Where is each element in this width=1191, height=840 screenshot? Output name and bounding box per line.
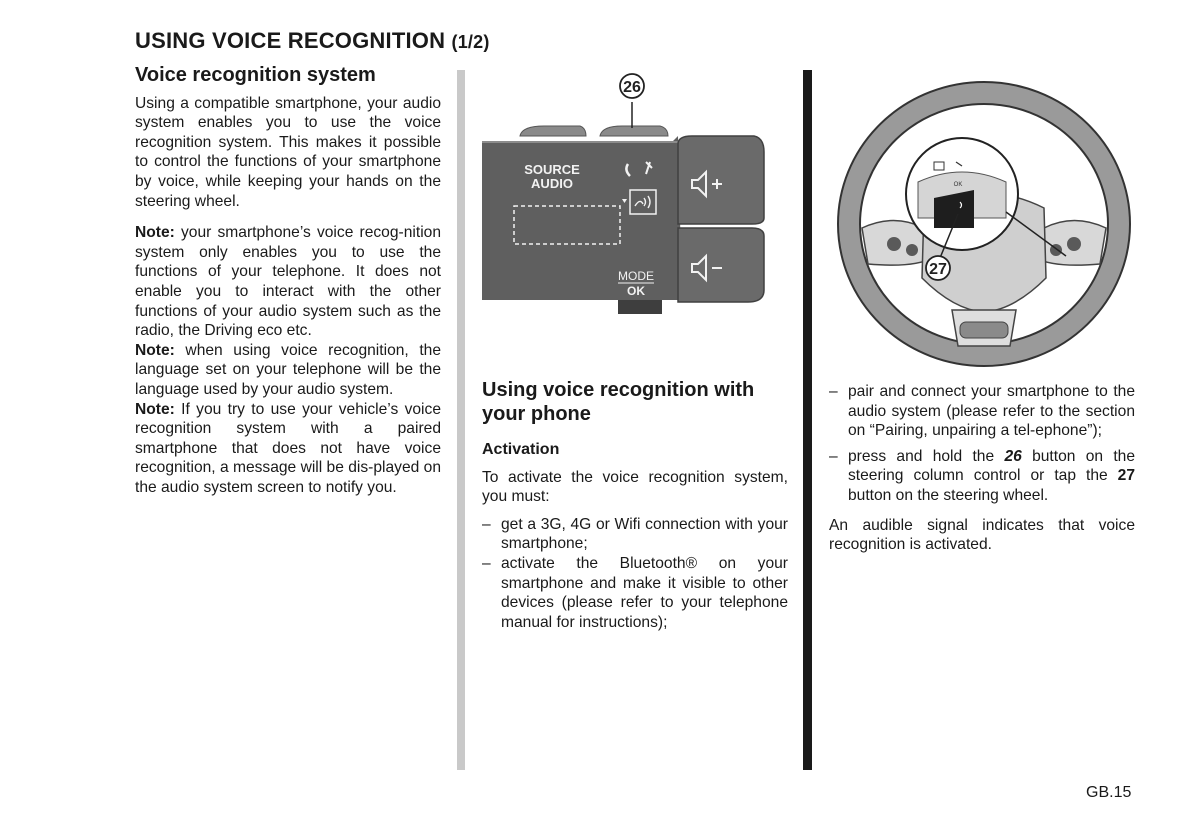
step-text-a: press and hold the [848, 447, 1005, 465]
dash: – [482, 515, 491, 533]
steering-column-control-figure [482, 72, 782, 317]
column-divider-black [803, 70, 812, 770]
step-text-c: button on the steering column control or tap the [848, 447, 1136, 485]
step-text-e: button on the steering wheel. [848, 486, 1049, 504]
list-item [829, 382, 1135, 441]
steps-list [829, 382, 1135, 506]
page-title [135, 28, 490, 54]
note-text: If you try to use your vehicle’s voice recognition system with a paired smartphone that does not have voice recognition, a message will be dis-played on the audio system screen to notify you. [135, 400, 441, 496]
activation-list [482, 515, 788, 633]
callout-27: 27 [929, 261, 947, 278]
outro-paragraph: An audible signal indicates that voice recognition is activated. [829, 516, 1135, 554]
column-divider-gray [457, 70, 465, 770]
list-item [482, 515, 788, 554]
left-button-2 [906, 244, 918, 256]
ok-label: OK [627, 284, 645, 298]
column-activation-steps [829, 382, 1135, 555]
top-button-left [520, 126, 586, 136]
list-item [829, 447, 1135, 506]
page-title-text: USING VOICE RECOGNITION [135, 28, 446, 53]
bottom-spoke-badge [960, 322, 1008, 338]
note-paragraph-3 [135, 400, 441, 498]
dash: – [829, 447, 838, 465]
mode-label: MODE [618, 269, 654, 283]
button-ref-26: 26 [1004, 447, 1022, 465]
list-item-text [848, 448, 1135, 504]
volume-down-rocker [678, 228, 764, 302]
section-heading: Using voice recognition with your phone [482, 379, 755, 425]
note-label: Note: [135, 400, 175, 418]
column-using-voice-recognition [482, 378, 788, 632]
button-ref-27: 27 [1117, 467, 1135, 485]
left-button-1 [887, 237, 901, 251]
list-item-text: get a 3G, 4G or Wifi connection with your smartphone; [501, 515, 788, 553]
page-title-part: (1/2) [451, 32, 490, 52]
dash: – [829, 383, 838, 400]
dash: – [482, 554, 491, 572]
note-text: your smartphone’s voice recog-nition system only enables you to use the functions of your telephone. It does not enable you to interact with the other functions of your audio system such as the radio, the Driving eco etc. [135, 224, 441, 340]
section-heading: Voice recognition system [135, 64, 376, 86]
steering-wheel-figure [834, 78, 1134, 370]
right-button-1 [1067, 237, 1081, 251]
volume-up-rocker [678, 136, 764, 224]
callout-26: 26 [623, 79, 641, 96]
note-text: when using voice recognition, the language set on your telephone will be the language used by your audio system. [135, 341, 441, 398]
list-item-text: pair and connect your smartphone to the audio system (please refer to the section on “Pairing, unpairing a tel-ephone”); [848, 383, 1135, 440]
note-label: Note: [135, 341, 175, 359]
note-paragraph-2 [135, 341, 441, 400]
activation-intro: To activate the voice recognition system, you must: [482, 468, 788, 506]
list-item-text: activate the Bluetooth® on your smartphone and make it visible to other devices (please refer to your telephone manual for instructions); [501, 554, 788, 631]
intro-paragraph: Using a compatible smartphone, your audio system enables you to use the voice recognition system. This makes it possible to control the functions of your smartphone by voice, while keeping your hands on the steering wheel. [135, 94, 441, 210]
page-number: GB.15 [1086, 784, 1132, 801]
list-item [482, 554, 788, 632]
note-label: Note: [135, 224, 175, 242]
mode-stem [618, 300, 662, 314]
audio-label: AUDIO [531, 176, 573, 191]
top-button-voice [600, 126, 668, 136]
source-label: SOURCE [524, 162, 580, 177]
subheading-activation: Activation [482, 441, 560, 458]
note-paragraph-1 [135, 223, 441, 341]
inset-ok-label: OK [953, 182, 963, 188]
column-voice-recognition-system [135, 66, 441, 497]
